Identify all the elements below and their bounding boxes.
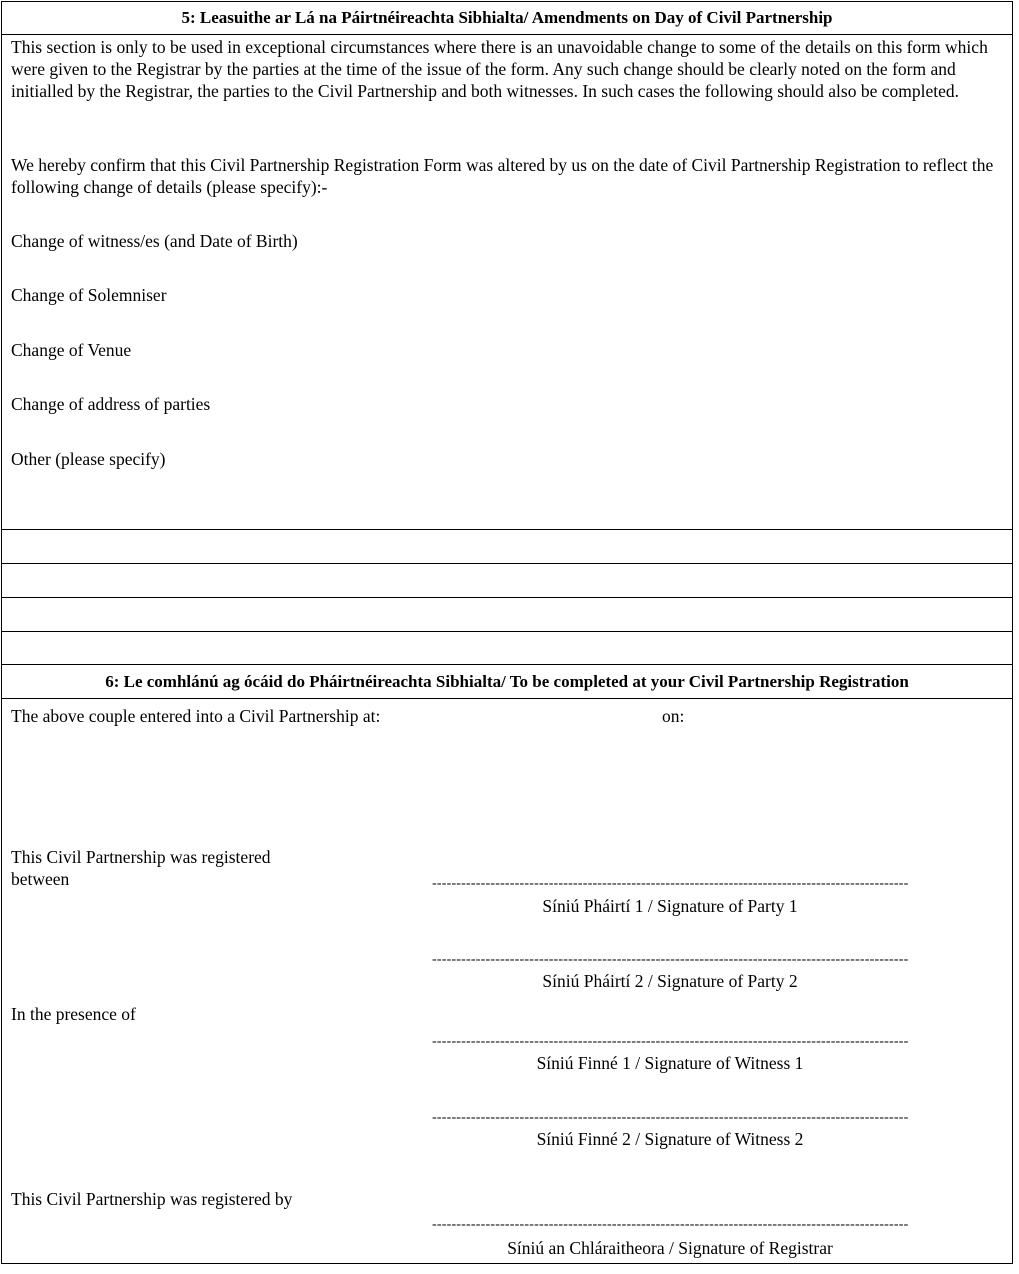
- change-address-label: Change of address of parties: [11, 394, 211, 414]
- section5-confirm: We hereby confirm that this Civil Partnership Registration Form was altered by us on the date of Civil Partnership Registration to reflect the following change of details (please specify):-: [11, 155, 994, 197]
- other-label: Other (please specify): [11, 449, 166, 469]
- signature-party-1-label: Síniú Pháirtí 1 / Signature of Party 1: [542, 896, 798, 916]
- change-solemniser-label: Change of Solemniser: [11, 285, 167, 305]
- signature-line: [432, 1111, 908, 1125]
- entry-line: [1, 597, 1013, 598]
- signature-line: [432, 1218, 908, 1232]
- change-venue-label: Change of Venue: [11, 340, 132, 360]
- change-witness-label: Change of witness/es (and Date of Birth): [11, 231, 298, 251]
- divider: [1, 664, 1013, 665]
- on-label: on:: [662, 706, 685, 726]
- signature-witness-2-label: Síniú Finné 2 / Signature of Witness 2: [536, 1129, 804, 1149]
- entry-line: [1, 529, 1013, 530]
- section5-header: 5: Leasuithe ar Lá na Páirtnéireachta Sibhialta/ Amendments on Day of Civil Partnership: [181, 8, 833, 27]
- registered-by-label: This Civil Partnership was registered by: [11, 1189, 293, 1209]
- signature-line: [432, 1035, 908, 1049]
- registered-between-label: This Civil Partnership was registered between: [11, 847, 271, 889]
- entry-line: [1, 631, 1013, 632]
- divider: [1, 34, 1013, 35]
- signature-registrar-label: Síniú an Chláraitheora / Signature of Registrar: [507, 1238, 833, 1258]
- entered-at-label: The above couple entered into a Civil Partnership at:: [11, 706, 381, 726]
- signature-line: [432, 953, 908, 967]
- signature-line: [432, 877, 908, 891]
- section6-header: 6: Le comhlánú ag ócáid do Pháirtnéireachta Sibhialta/ To be completed at your Civil Partnership Registration: [105, 672, 909, 691]
- signature-witness-1-label: Síniú Finné 1 / Signature of Witness 1: [536, 1053, 804, 1073]
- entry-line: [1, 563, 1013, 564]
- in-presence-label: In the presence of: [11, 1004, 136, 1024]
- signature-party-2-label: Síniú Pháirtí 2 / Signature of Party 2: [542, 971, 798, 991]
- divider: [1, 698, 1013, 699]
- section5-intro: This section is only to be used in exceptional circumstances where there is an unavoidable change to some of the details on this form which were given to the Registrar by the parties at the time of the issue of the form. Any such change should be clearly noted on the form and initialled by the Registrar, the parties to the Civil Partnership and both witnesses. In such cases the following should also be completed.: [11, 37, 988, 101]
